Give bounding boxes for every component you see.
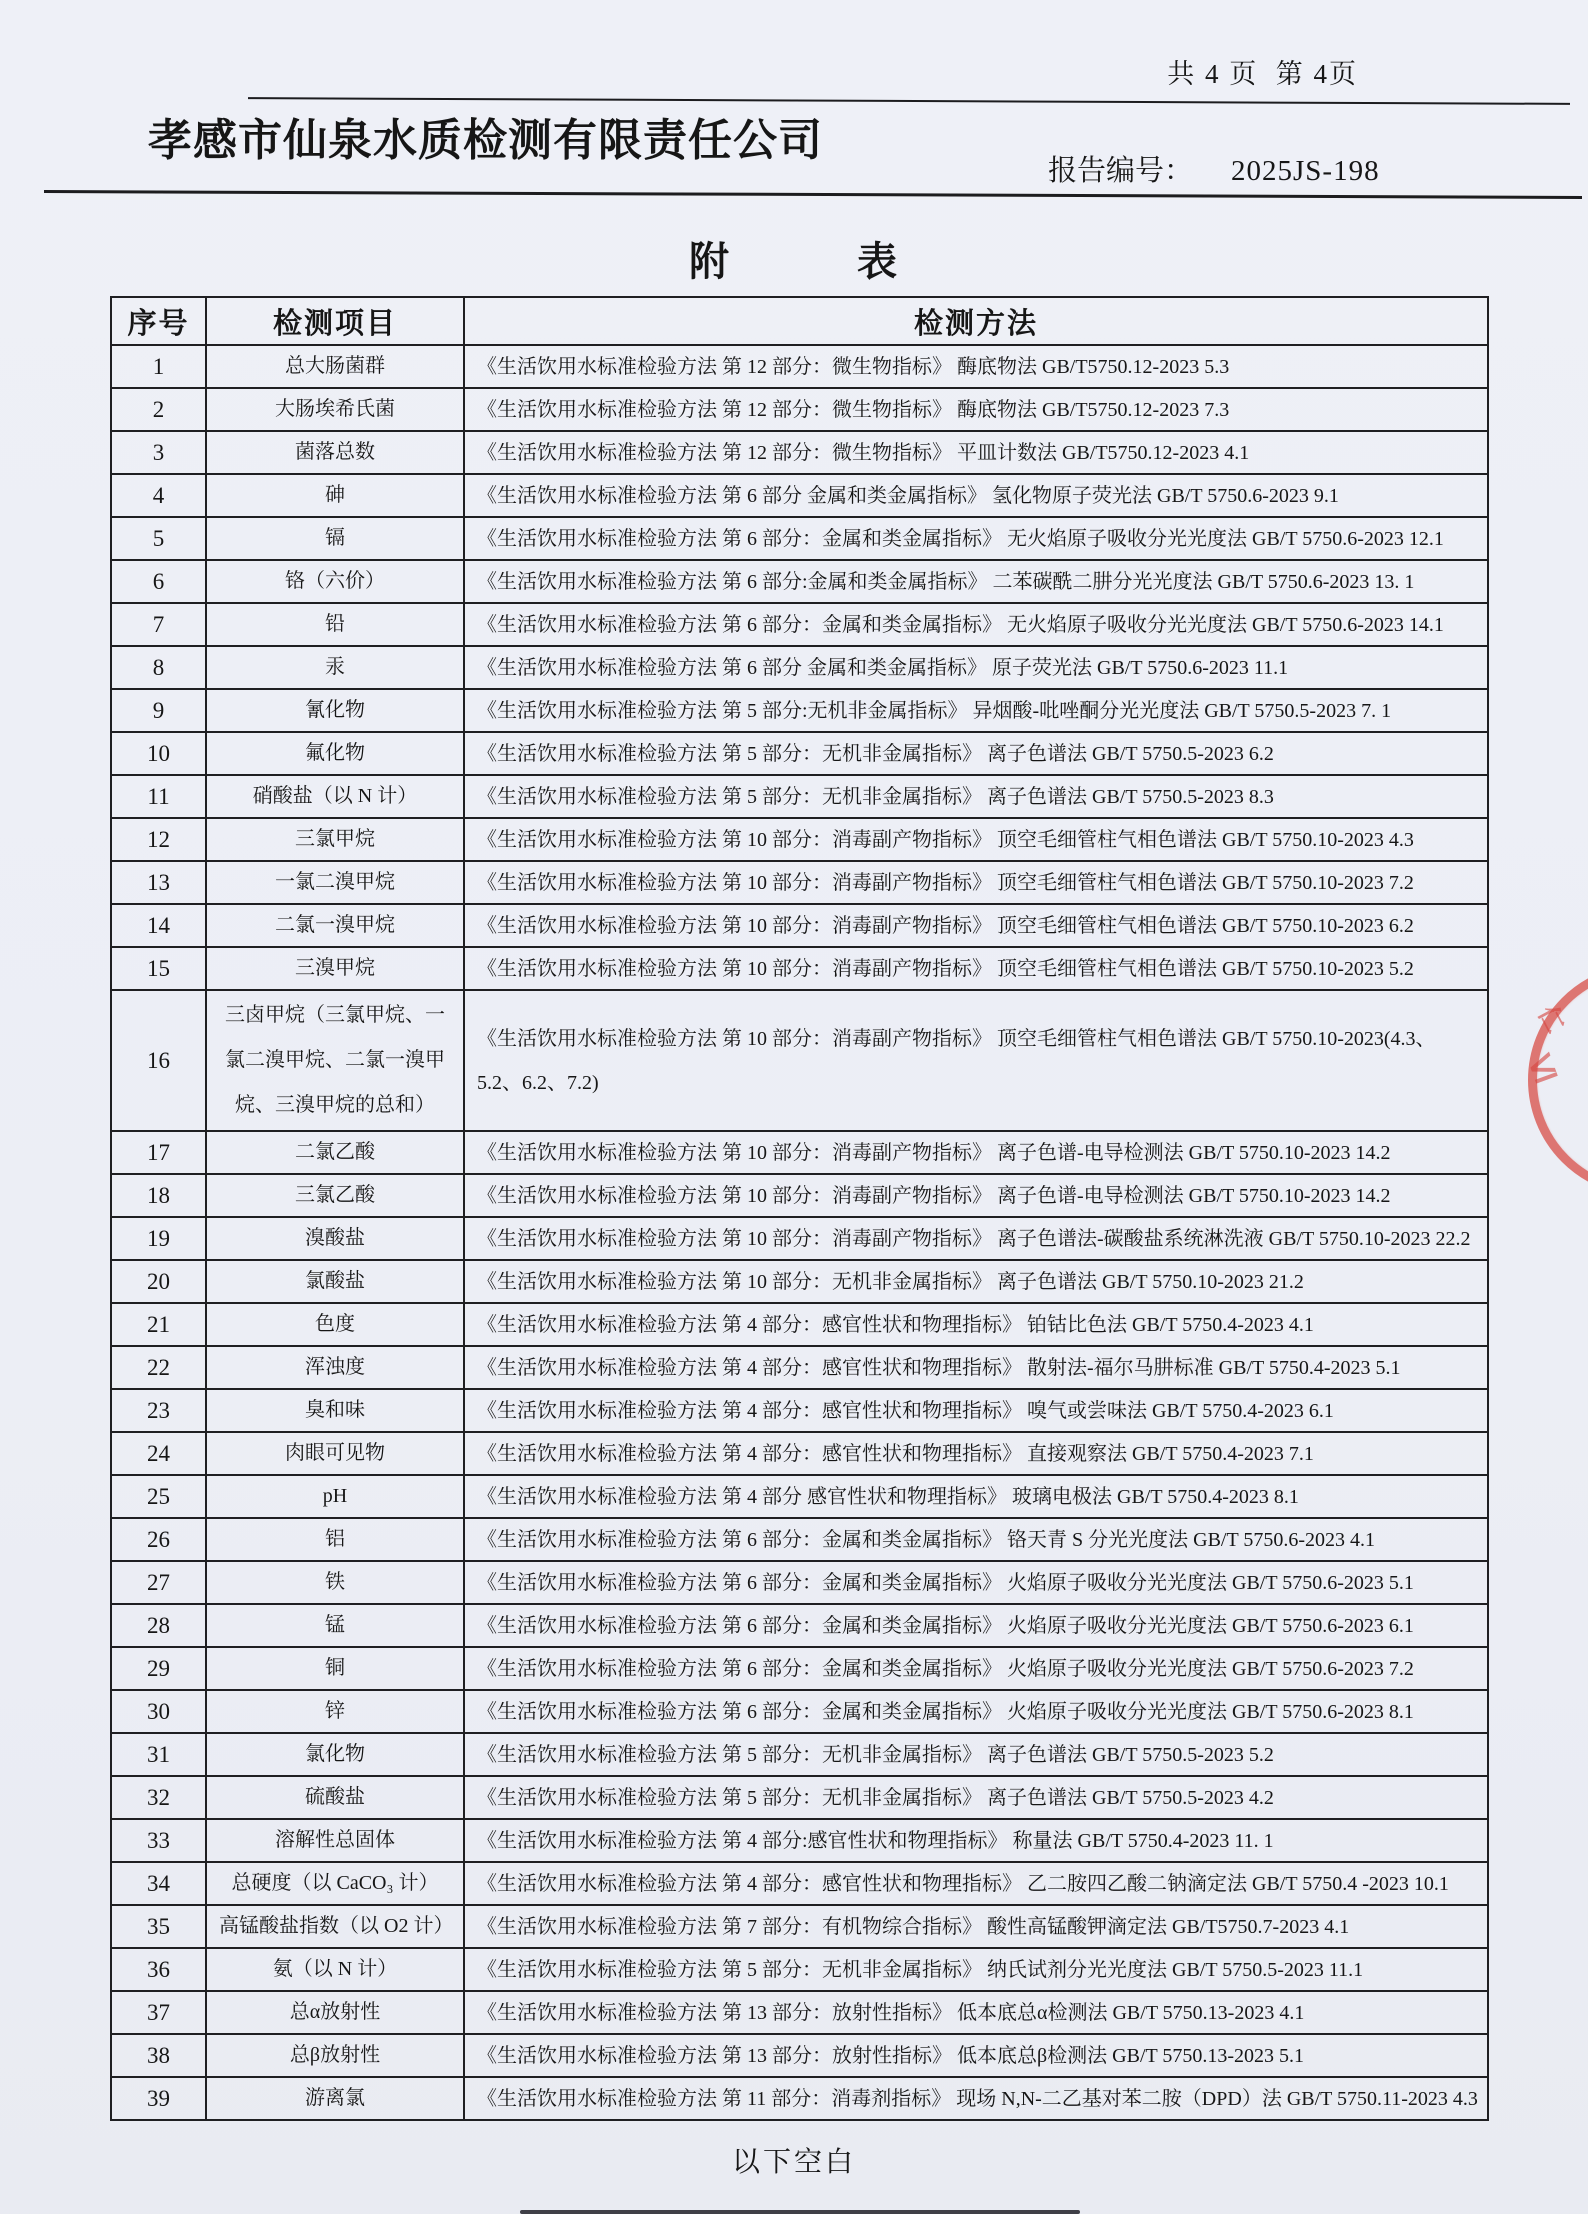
test-item-cell: 氯酸盐: [206, 1260, 464, 1303]
test-item-cell: 总α放射性: [206, 1991, 464, 2034]
column-header-index: 序号: [111, 297, 206, 345]
test-method-cell: 《生活饮用水标准检验方法 第 10 部分：消毒副产物指标》 顶空毛细管柱气相色谱法 GB/T 5750.10-2023 6.2: [464, 904, 1488, 947]
table-row: [111, 1518, 1488, 1561]
test-method-cell: 《生活饮用水标准检验方法 第 4 部分 感官性状和物理指标》 玻璃电极法 GB/T 5750.4-2023 8.1: [464, 1475, 1488, 1518]
row-index-cell: 39: [111, 2077, 206, 2120]
page-title: 附 表: [689, 239, 899, 284]
row-index-cell: 20: [111, 1260, 206, 1303]
row-index-cell: 3: [111, 431, 206, 474]
table-row: [111, 947, 1488, 990]
test-method-cell: 《生活饮用水标准检验方法 第 6 部分 金属和类金属指标》 原子荧光法 GB/T 5750.6-2023 11.1: [464, 646, 1488, 689]
row-index-cell: 19: [111, 1217, 206, 1260]
table-row: [111, 431, 1488, 474]
test-item-cell: 色度: [206, 1303, 464, 1346]
row-index-cell: 34: [111, 1862, 206, 1905]
row-index-cell: 13: [111, 861, 206, 904]
test-item-cell: 砷: [206, 474, 464, 517]
row-index-cell: 29: [111, 1647, 206, 1690]
test-method-cell: 《生活饮用水标准检验方法 第 11 部分：消毒剂指标》 现场 N,N-二乙基对苯二胺（DPD）法 GB/T 5750.11-2023 4.3: [464, 2077, 1488, 2120]
row-index-cell: 2: [111, 388, 206, 431]
test-item-cell: 铅: [206, 603, 464, 646]
table-row: [111, 1948, 1488, 1991]
row-index-cell: 31: [111, 1733, 206, 1776]
report-number: [1048, 148, 1380, 189]
test-item-cell: 溶解性总固体: [206, 1819, 464, 1862]
table-row: [111, 345, 1488, 388]
row-index-cell: 35: [111, 1905, 206, 1948]
test-method-cell: 《生活饮用水标准检验方法 第 10 部分：消毒副产物指标》 离子色谱-电导检测法 GB/T 5750.10-2023 14.2: [464, 1131, 1488, 1174]
red-seal-glyph-fragment: Ⅵ: [1521, 1050, 1563, 1089]
test-method-cell: 《生活饮用水标准检验方法 第 4 部分：感官性状和物理指标》 乙二胺四乙酸二钠滴定法 GB/T 5750.4 -2023 10.1: [464, 1862, 1488, 1905]
company-name: 孝感市仙泉水质检测有限责任公司: [148, 116, 823, 165]
test-method-cell: 《生活饮用水标准检验方法 第 6 部分：金属和类金属指标》 无火焰原子吸收分光光度法 GB/T 5750.6-2023 12.1: [464, 517, 1488, 560]
table-header: [111, 297, 1488, 345]
test-item-cell: 汞: [206, 646, 464, 689]
test-method-cell: 《生活饮用水标准检验方法 第 4 部分：感官性状和物理指标》 散射法-福尔马肼标准 GB/T 5750.4-2023 5.1: [464, 1346, 1488, 1389]
scan-bottom-edge: [520, 2210, 1080, 2214]
table-row: [111, 775, 1488, 818]
test-item-cell: 一氯二溴甲烷: [206, 861, 464, 904]
row-index-cell: 32: [111, 1776, 206, 1819]
test-item-cell: 溴酸盐: [206, 1217, 464, 1260]
table-row: [111, 1432, 1488, 1475]
report-number-label: 报告编号：: [1048, 155, 1194, 187]
table-row: [111, 1475, 1488, 1518]
test-item-cell: 高锰酸盐指数（以 O2 计）: [206, 1905, 464, 1948]
table-row: [111, 818, 1488, 861]
row-index-cell: 21: [111, 1303, 206, 1346]
table-row: [111, 1862, 1488, 1905]
test-method-cell: 《生活饮用水标准检验方法 第 5 部分:无机非金属指标》 异烟酸-吡唑酮分光光度法 GB/T 5750.5-2023 7. 1: [464, 689, 1488, 732]
test-method-cell: 《生活饮用水标准检验方法 第 7 部分：有机物综合指标》 酸性高锰酸钾滴定法 GB/T5750.7-2023 4.1: [464, 1905, 1488, 1948]
test-item-cell: 三氯乙酸: [206, 1174, 464, 1217]
test-item-cell: 锌: [206, 1690, 464, 1733]
row-index-cell: 4: [111, 474, 206, 517]
test-method-cell: 《生活饮用水标准检验方法 第 6 部分：金属和类金属指标》 无火焰原子吸收分光光度法 GB/T 5750.6-2023 14.1: [464, 603, 1488, 646]
row-index-cell: 11: [111, 775, 206, 818]
table-row: [111, 1260, 1488, 1303]
test-item-cell: 浑浊度: [206, 1346, 464, 1389]
row-index-cell: 10: [111, 732, 206, 775]
test-item-cell: 大肠埃希氏菌: [206, 388, 464, 431]
test-method-cell: 《生活饮用水标准检验方法 第 10 部分：消毒副产物指标》 顶空毛细管柱气相色谱法 GB/T 5750.10-2023 7.2: [464, 861, 1488, 904]
report-number-value: 2025JS-198: [1231, 155, 1380, 187]
table-row: [111, 2034, 1488, 2077]
table-row: [111, 2077, 1488, 2120]
test-method-cell: 《生活饮用水标准检验方法 第 12 部分：微生物指标》 平皿计数法 GB/T5750.12-2023 4.1: [464, 431, 1488, 474]
test-method-cell: 《生活饮用水标准检验方法 第 6 部分：金属和类金属指标》 铬天青 S 分光光度法 GB/T 5750.6-2023 4.1: [464, 1518, 1488, 1561]
test-item-cell: 铬（六价）: [206, 560, 464, 603]
test-item-cell: 臭和味: [206, 1389, 464, 1432]
test-method-cell: 《生活饮用水标准检验方法 第 4 部分：感官性状和物理指标》 嗅气或尝味法 GB/T 5750.4-2023 6.1: [464, 1389, 1488, 1432]
table-row: [111, 1389, 1488, 1432]
table-row: [111, 1561, 1488, 1604]
test-method-cell: 《生活饮用水标准检验方法 第 5 部分：无机非金属指标》 纳氏试剂分光光度法 GB/T 5750.5-2023 11.1: [464, 1948, 1488, 1991]
table-row: [111, 689, 1488, 732]
row-index-cell: 8: [111, 646, 206, 689]
test-method-cell: 《生活饮用水标准检验方法 第 6 部分：金属和类金属指标》 火焰原子吸收分光光度法 GB/T 5750.6-2023 6.1: [464, 1604, 1488, 1647]
table-row: [111, 1776, 1488, 1819]
test-item-cell: 铝: [206, 1518, 464, 1561]
test-item-cell: 氨（以 N 计）: [206, 1948, 464, 1991]
row-index-cell: 38: [111, 2034, 206, 2077]
row-index-cell: 27: [111, 1561, 206, 1604]
row-index-cell: 22: [111, 1346, 206, 1389]
table-row: [111, 732, 1488, 775]
test-method-cell: 《生活饮用水标准检验方法 第 12 部分：微生物指标》 酶底物法 GB/T5750.12-2023 7.3: [464, 388, 1488, 431]
row-index-cell: 28: [111, 1604, 206, 1647]
row-index-cell: 36: [111, 1948, 206, 1991]
table-row: [111, 1733, 1488, 1776]
test-method-cell: 《生活饮用水标准检验方法 第 10 部分：消毒副产物指标》 离子色谱法-碳酸盐系统淋洗液 GB/T 5750.10-2023 22.2: [464, 1217, 1488, 1260]
row-index-cell: 37: [111, 1991, 206, 2034]
table-row: [111, 646, 1488, 689]
test-item-cell: 游离氯: [206, 2077, 464, 2120]
row-index-cell: 14: [111, 904, 206, 947]
table-row: [111, 1346, 1488, 1389]
table-row: [111, 1174, 1488, 1217]
row-index-cell: 9: [111, 689, 206, 732]
test-item-cell: 镉: [206, 517, 464, 560]
test-item-cell: 铁: [206, 1561, 464, 1604]
test-method-cell: 《生活饮用水标准检验方法 第 5 部分：无机非金属指标》 离子色谱法 GB/T 5750.5-2023 8.3: [464, 775, 1488, 818]
test-item-cell: 铜: [206, 1647, 464, 1690]
row-index-cell: 24: [111, 1432, 206, 1475]
table-row: [111, 1905, 1488, 1948]
table-row: [111, 1819, 1488, 1862]
test-item-cell: 二氯乙酸: [206, 1131, 464, 1174]
test-method-cell: 《生活饮用水标准检验方法 第 10 部分：消毒副产物指标》 顶空毛细管柱气相色谱法 GB/T 5750.10-2023 4.3: [464, 818, 1488, 861]
header-divider-bottom: [44, 190, 1582, 199]
page-count-label: 共 4 页 第 4页: [1167, 59, 1358, 89]
test-item-cell: 氟化物: [206, 732, 464, 775]
table-row: [111, 1303, 1488, 1346]
test-method-cell: 《生活饮用水标准检验方法 第 6 部分 金属和类金属指标》 氢化物原子荧光法 GB/T 5750.6-2023 9.1: [464, 474, 1488, 517]
row-index-cell: 1: [111, 345, 206, 388]
row-index-cell: 17: [111, 1131, 206, 1174]
test-method-cell: 《生活饮用水标准检验方法 第 4 部分：感官性状和物理指标》 直接观察法 GB/T 5750.4-2023 7.1: [464, 1432, 1488, 1475]
row-index-cell: 5: [111, 517, 206, 560]
test-item-cell: 硫酸盐: [206, 1776, 464, 1819]
test-method-cell: 《生活饮用水标准检验方法 第 6 部分：金属和类金属指标》 火焰原子吸收分光光度法 GB/T 5750.6-2023 8.1: [464, 1690, 1488, 1733]
test-method-cell: 《生活饮用水标准检验方法 第 4 部分：感官性状和物理指标》 铂钴比色法 GB/T 5750.4-2023 4.1: [464, 1303, 1488, 1346]
row-index-cell: 26: [111, 1518, 206, 1561]
test-item-cell: 氰化物: [206, 689, 464, 732]
row-index-cell: 7: [111, 603, 206, 646]
test-item-cell: 三氯甲烷: [206, 818, 464, 861]
table-row: [111, 990, 1488, 1131]
red-seal-glyph-fragment: 仁: [1532, 1000, 1572, 1038]
table-row: [111, 517, 1488, 560]
test-item-cell: 锰: [206, 1604, 464, 1647]
table-row: [111, 1217, 1488, 1260]
test-item-cell: pH: [206, 1475, 464, 1518]
table-row: [111, 1131, 1488, 1174]
row-index-cell: 16: [111, 990, 206, 1131]
test-item-cell: 总β放射性: [206, 2034, 464, 2077]
column-header-method: 检测方法: [464, 297, 1488, 345]
test-item-cell: 总大肠菌群: [206, 345, 464, 388]
test-item-cell: 三溴甲烷: [206, 947, 464, 990]
test-item-cell: 硝酸盐（以 N 计）: [206, 775, 464, 818]
test-method-cell: 《生活饮用水标准检验方法 第 10 部分：无机非金属指标》 离子色谱法 GB/T 5750.10-2023 21.2: [464, 1260, 1488, 1303]
test-method-cell: 《生活饮用水标准检验方法 第 13 部分：放射性指标》 低本底总α检测法 GB/T 5750.13-2023 4.1: [464, 1991, 1488, 2034]
test-item-cell: 菌落总数: [206, 431, 464, 474]
test-method-cell: 《生活饮用水标准检验方法 第 10 部分：消毒副产物指标》 顶空毛细管柱气相色谱法 GB/T 5750.10-2023(4.3、5.2、6.2、7.2): [464, 990, 1488, 1131]
row-index-cell: 6: [111, 560, 206, 603]
test-method-cell: 《生活饮用水标准检验方法 第 10 部分：消毒副产物指标》 离子色谱-电导检测法 GB/T 5750.10-2023 14.2: [464, 1174, 1488, 1217]
table-row: [111, 1991, 1488, 2034]
test-item-cell: 总硬度（以 CaCO₃ 计）: [206, 1862, 464, 1905]
test-method-cell: 《生活饮用水标准检验方法 第 5 部分：无机非金属指标》 离子色谱法 GB/T 5750.5-2023 6.2: [464, 732, 1488, 775]
test-item-cell: 肉眼可见物: [206, 1432, 464, 1475]
table-row: [111, 603, 1488, 646]
test-method-cell: 《生活饮用水标准检验方法 第 6 部分:金属和类金属指标》 二苯碳酰二肼分光光度法 GB/T 5750.6-2023 13. 1: [464, 560, 1488, 603]
row-index-cell: 30: [111, 1690, 206, 1733]
test-method-cell: 《生活饮用水标准检验方法 第 5 部分：无机非金属指标》 离子色谱法 GB/T 5750.5-2023 4.2: [464, 1776, 1488, 1819]
test-method-cell: 《生活饮用水标准检验方法 第 6 部分：金属和类金属指标》 火焰原子吸收分光光度法 GB/T 5750.6-2023 5.1: [464, 1561, 1488, 1604]
methods-table-body: [111, 345, 1488, 2120]
row-index-cell: 23: [111, 1389, 206, 1432]
blank-below-note: 以下空白: [731, 2147, 856, 2178]
test-methods-table: [110, 296, 1489, 2121]
row-index-cell: 12: [111, 818, 206, 861]
test-method-cell: 《生活饮用水标准检验方法 第 6 部分：金属和类金属指标》 火焰原子吸收分光光度法 GB/T 5750.6-2023 7.2: [464, 1647, 1488, 1690]
test-method-cell: 《生活饮用水标准检验方法 第 12 部分：微生物指标》 酶底物法 GB/T5750.12-2023 5.3: [464, 345, 1488, 388]
test-item-cell: 氯化物: [206, 1733, 464, 1776]
test-item-cell: 三卤甲烷（三氯甲烷、一氯二溴甲烷、二氯一溴甲烷、三溴甲烷的总和）: [206, 990, 464, 1131]
table-row: [111, 388, 1488, 431]
table-row: [111, 1690, 1488, 1733]
row-index-cell: 25: [111, 1475, 206, 1518]
test-method-cell: 《生活饮用水标准检验方法 第 4 部分:感官性状和物理指标》 称量法 GB/T 5750.4-2023 11. 1: [464, 1819, 1488, 1862]
table-row: [111, 474, 1488, 517]
column-header-item: 检测项目: [206, 297, 464, 345]
table-row: [111, 904, 1488, 947]
table-row: [111, 861, 1488, 904]
test-item-cell: 二氯一溴甲烷: [206, 904, 464, 947]
table-row: [111, 560, 1488, 603]
row-index-cell: 15: [111, 947, 206, 990]
test-method-cell: 《生活饮用水标准检验方法 第 5 部分：无机非金属指标》 离子色谱法 GB/T 5750.5-2023 5.2: [464, 1733, 1488, 1776]
test-method-cell: 《生活饮用水标准检验方法 第 13 部分：放射性指标》 低本底总β检测法 GB/T 5750.13-2023 5.1: [464, 2034, 1488, 2077]
row-index-cell: 18: [111, 1174, 206, 1217]
table-row: [111, 1604, 1488, 1647]
table-row: [111, 1647, 1488, 1690]
test-method-cell: 《生活饮用水标准检验方法 第 10 部分：消毒副产物指标》 顶空毛细管柱气相色谱法 GB/T 5750.10-2023 5.2: [464, 947, 1488, 990]
row-index-cell: 33: [111, 1819, 206, 1862]
